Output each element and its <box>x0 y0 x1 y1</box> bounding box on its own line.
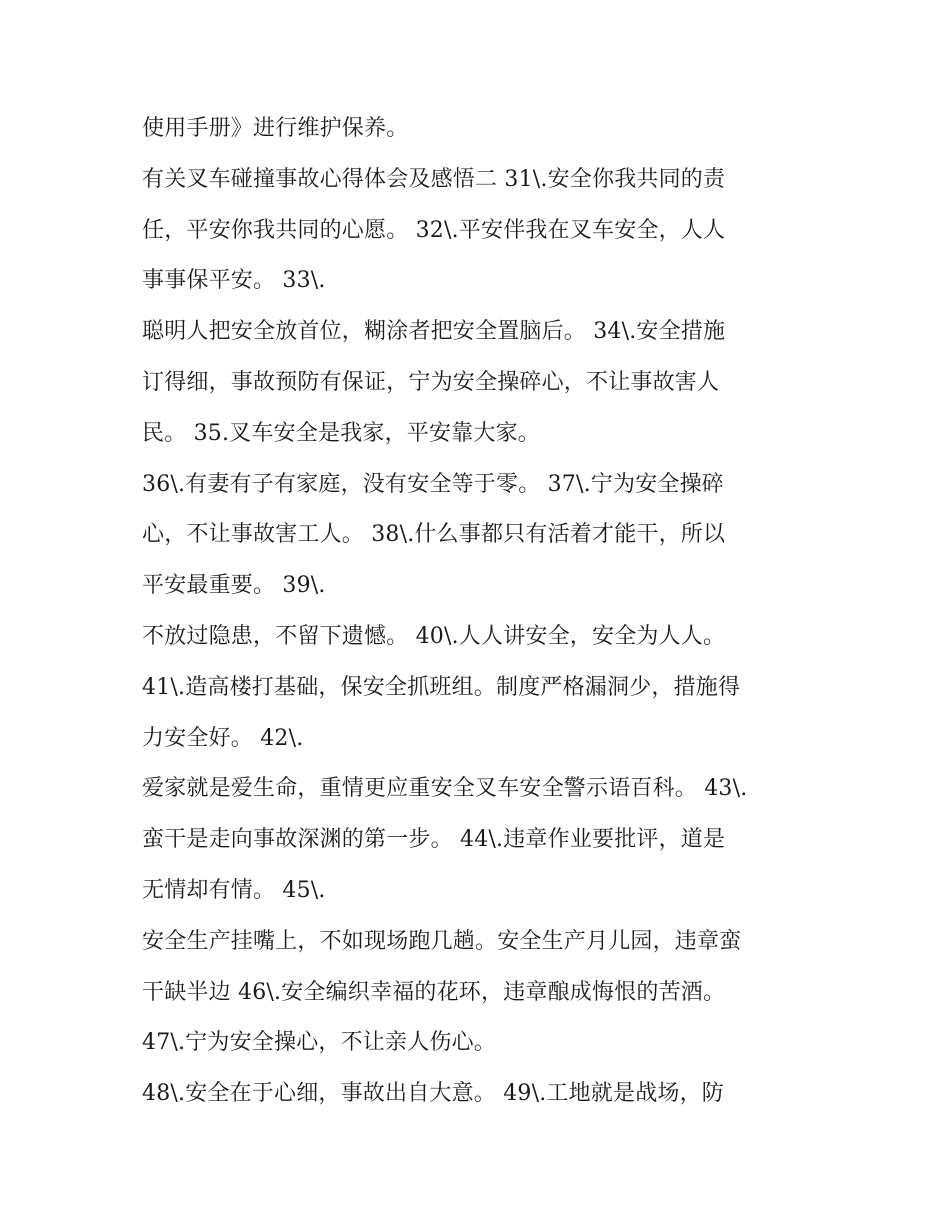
text-line: 任，平安你我共同的心愿。 32\.平安伴我在叉车安全，人人 <box>142 217 726 243</box>
text-line: 订得细，事故预防有保证，宁为安全操碎心，不让事故害人 <box>142 369 720 395</box>
text-line: 事事保平安。 33\. <box>142 268 326 294</box>
text-line: 干缺半边 46\.安全编织幸福的花环，违章酿成悔恨的苦酒。 <box>142 979 726 1005</box>
text-line: 安全生产挂嘴上，不如现场跑几趟。安全生产月儿园，违章蛮 <box>142 928 742 954</box>
text-line: 心，不让事故害工人。 38\.什么事都只有活着才能干，所以 <box>142 522 726 548</box>
text-line: 平安最重要。 39\. <box>142 573 326 599</box>
text-line: 使用手册》进行维护保养。 <box>142 116 409 141</box>
text-line: 有关叉车碰撞事故心得体会及感悟二 31\.安全你我共同的责 <box>142 166 726 192</box>
text-line: 无情却有情。 45\. <box>142 877 326 903</box>
text-line: 41\.造高楼打基础，保安全抓班组。制度严格漏洞少，措施得 <box>142 674 741 700</box>
text-line: 聪明人把安全放首位，糊涂者把安全置脑后。 34\.安全措施 <box>142 319 726 345</box>
text-line: 47\.宁为安全操心，不让亲人伤心。 <box>142 1030 497 1056</box>
body-text <box>142 104 822 1120</box>
text-line: 不放过隐患，不留下遗憾。 40\.人人讲安全，安全为人人。 <box>142 623 726 649</box>
text-line: 爱家就是爱生命，重情更应重安全叉车安全警示语百科。 43\. <box>142 776 748 802</box>
text-line: 48\.安全在于心细，事故出自大意。 49\.工地就是战场，防 <box>142 1081 724 1107</box>
text-line: 力安全好。 42\. <box>142 725 304 751</box>
text-line: 蛮干是走向事故深渊的第一步。 44\.违章作业要批评，道是 <box>142 827 726 853</box>
text-line: 民。 35.叉车安全是我家，平安靠大家。 <box>142 420 540 446</box>
text-line: 36\.有妻有子有家庭，没有安全等于零。 37\.宁为安全操碎 <box>142 471 724 497</box>
